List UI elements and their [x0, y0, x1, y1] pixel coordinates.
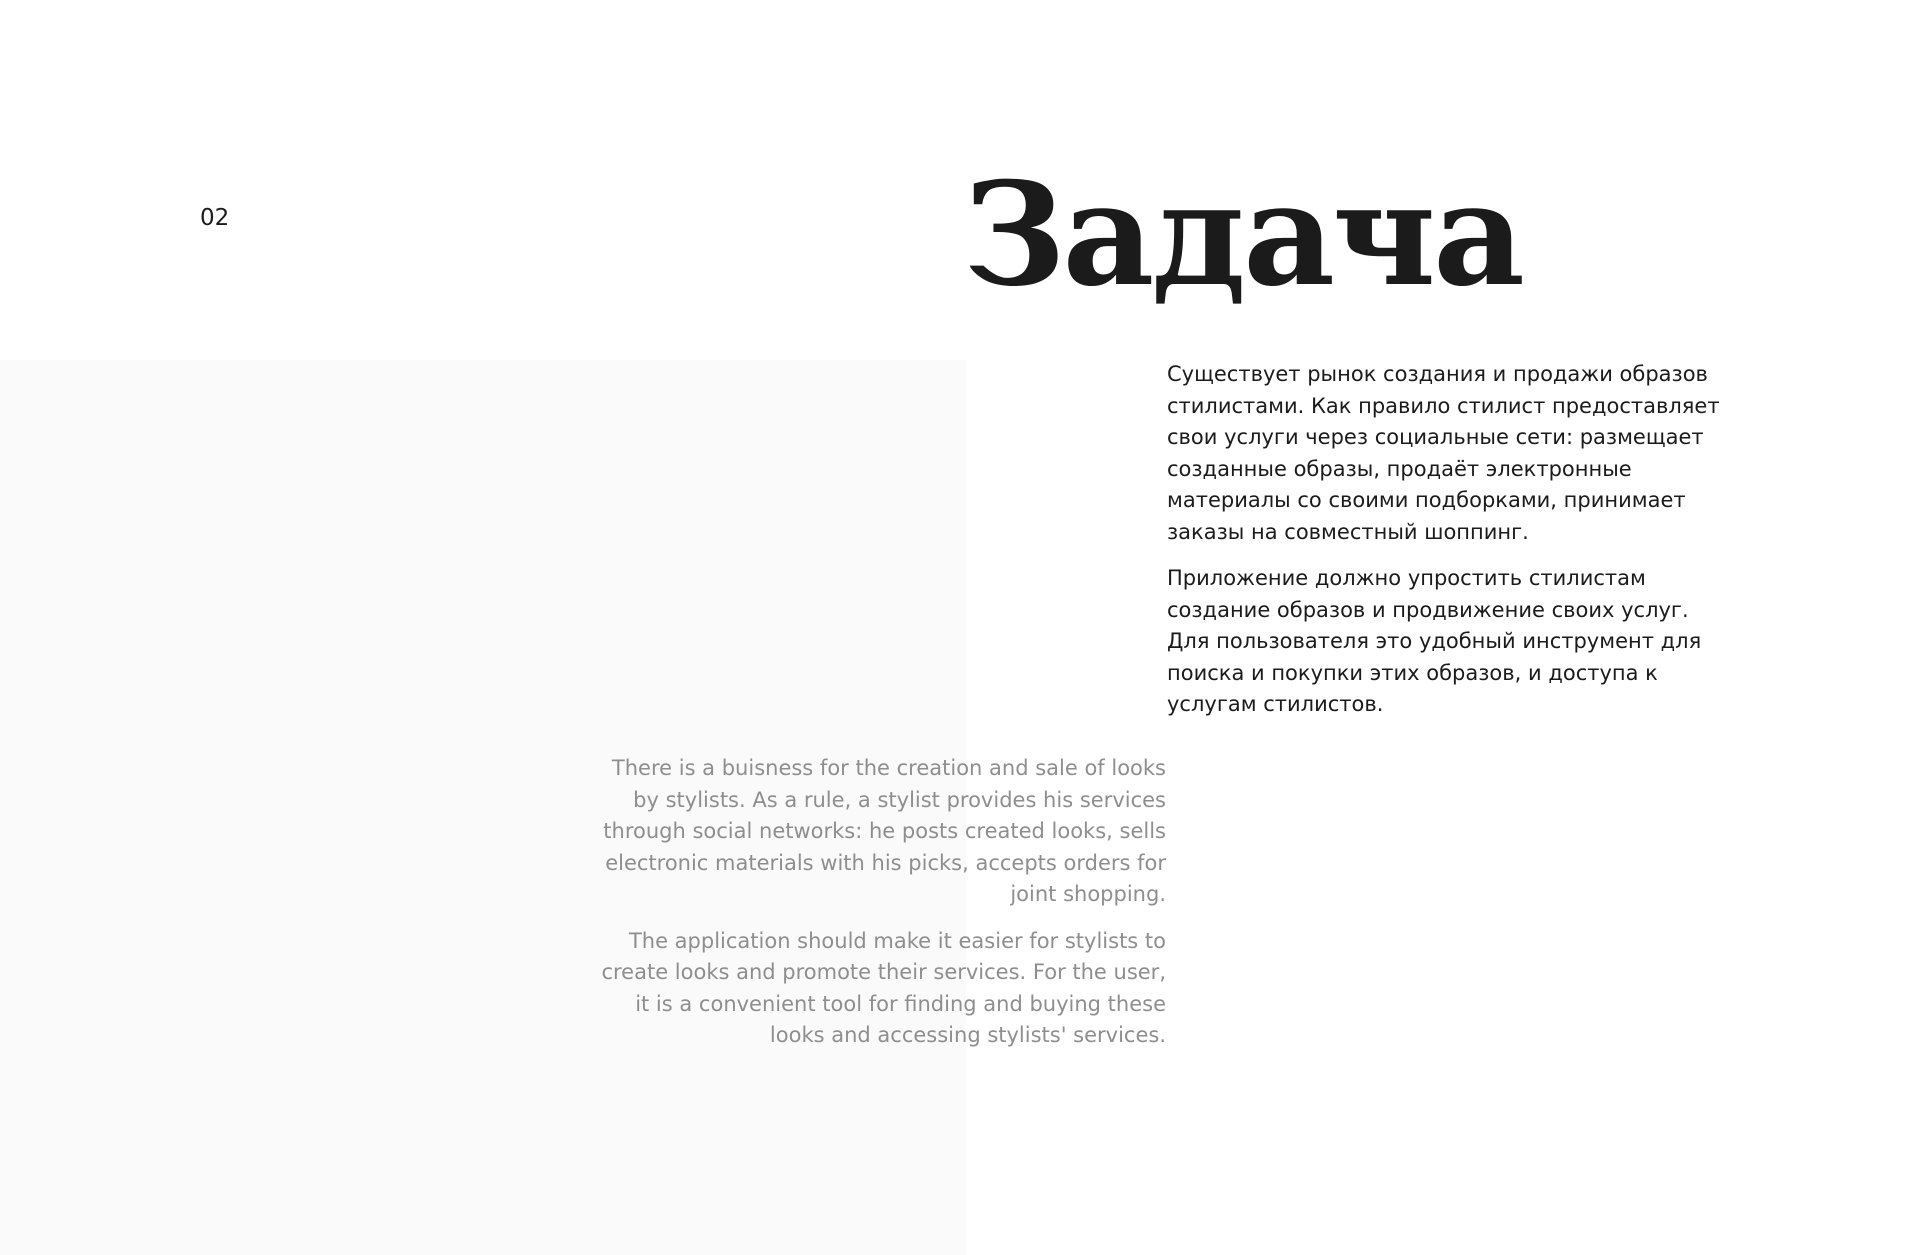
english-paragraph-1: There is a buisness for the creation and sale of looks by stylists. As a rule, a stylist provides his services through social networks: he posts created looks, sells electronic materials with his picks, accepts orders for joint shopping.: [603, 756, 1166, 906]
english-paragraph-2: The application should make it easier for stylists to create looks and promote their services. For the user, it is a convenient tool for finding and buying these looks and accessing stylists' services.: [601, 928, 1166, 1047]
section-title: Задача: [963, 152, 1523, 318]
russian-description: [1167, 359, 1727, 736]
english-description: [600, 753, 1166, 1067]
russian-paragraph-1: Существует рынок создания и продажи образов стилистами. Как правило стилист предоставляет свои услуги через социальные сети: размещает созданные образы, продаёт электронные материалы со своими подборками, принимает заказы на совместный шоппинг.: [1167, 362, 1720, 544]
russian-paragraph-2: Приложение должно упростить стилистам создание образов и продвижение своих услуг. Для пользователя это удобный инструмент для поиска и покупки этих образов, и доступа к услугам стилистов.: [1167, 566, 1702, 716]
section-number: 02: [200, 205, 230, 231]
